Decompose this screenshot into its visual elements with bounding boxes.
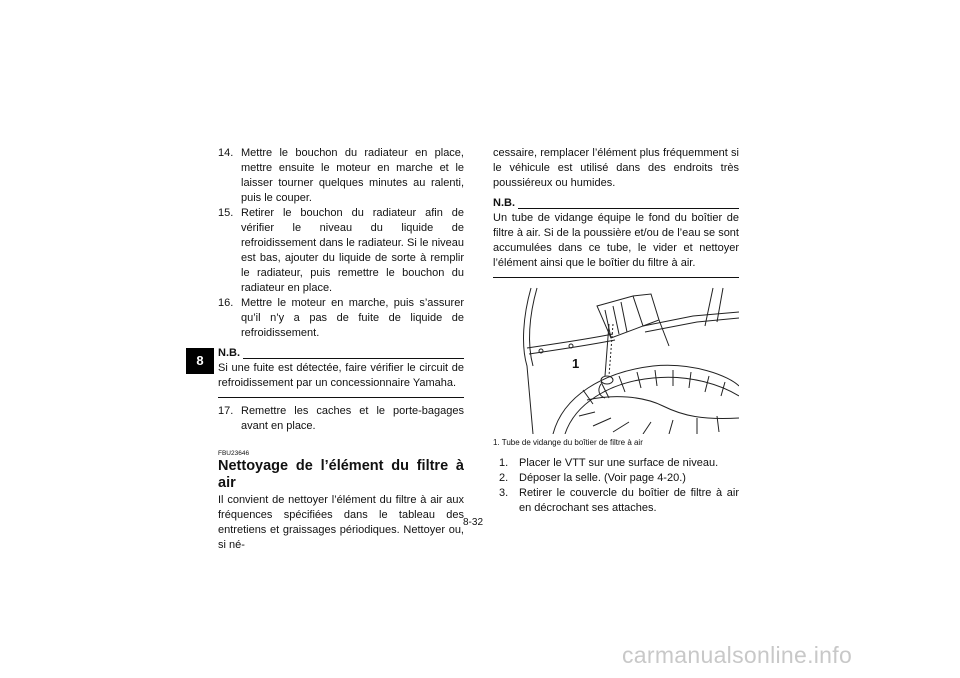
step-2 [499,471,739,486]
section-title: Nettoyage de l’élément du filtre à air [218,458,464,491]
step-text: Remettre les caches et le porte-bagages avant en place. [241,405,464,432]
step-number: 15. [218,207,234,219]
section-tab: 8 [186,348,214,374]
step-text: Retirer le bouchon du radiateur afin de vérifier le niveau du liquide de refroidissement dans le radiateur. Si le niveau est bas, ajouter du liquide de sorte à remplir le radiateur, puis remettre le bouchon du radiateur en place. [241,207,464,294]
figure-callout: 1 [572,356,580,371]
note-header [493,196,739,211]
watermark-link[interactable]: carmanualsonline.info [622,642,853,668]
figure-caption: 1. Tube de vidange du boîtier de filtre à air [493,438,643,447]
step-text: Placer le VTT sur une surface de niveau. [519,457,719,469]
section-code: FBU23646 [218,450,250,457]
step-text: Mettre le moteur en marche, puis s’assurer qu’il n’y a pas de fuite de liquide de refroidissement. [241,297,464,339]
note-rule [518,208,739,209]
step-text: Retirer le couvercle du boîtier de filtre à air en décrochant ses attaches. [519,487,739,514]
illustration-drawing [493,286,739,434]
step-17 [218,404,464,434]
note-end-rule [218,397,464,398]
left-column [218,146,464,553]
step-number: 2. [499,472,509,484]
section-body: Il convient de nettoyer l’élément du filtre à air aux fréquences spécifiées dans le tableau des entretiens et graissages périodiques. Nettoyer ou, si né- [218,494,464,551]
note-label: N.B. [493,197,515,209]
note-text: Si une fuite est détectée, faire vérifier le circuit de refroidissement par un concessionnaire Yamaha. [218,362,464,389]
step-text: Mettre le bouchon du radiateur en place, mettre ensuite le moteur en marche et le laisser tourner quelques minutes au ralenti, puis le couper. [241,147,464,204]
drain-tube-illustration [493,286,739,434]
step-number: 17. [218,405,234,417]
page-number: 8-32 [463,517,484,528]
step-number: 3. [499,487,509,499]
note-text: Un tube de vidange équipe le fond du boîtier de filtre à air. Si de la poussière et/ou de l’eau se sont accumulées dans ce tube, le vider et nettoyer l’élément ainsi que le boîtier du filtre à air. [493,212,739,269]
step-number: 1. [499,457,509,469]
note-header [218,346,464,361]
step-14 [218,146,464,206]
note-label: N.B. [218,347,240,359]
note-rule [243,358,464,359]
note-end-rule [493,277,739,278]
step-number: 14. [218,147,234,159]
steps-list [493,456,739,516]
right-column [493,146,739,516]
step-3 [499,486,739,516]
body-continuation: cessaire, remplacer l’élément plus fréquemment si le véhicule est utilisé dans des endroits très poussiéreux ou humides. [493,147,739,189]
step-15 [218,206,464,296]
step-text: Déposer la selle. (Voir page 4-20.) [519,472,686,484]
step-number: 16. [218,297,234,309]
step-16 [218,296,464,341]
step-1 [499,456,739,471]
